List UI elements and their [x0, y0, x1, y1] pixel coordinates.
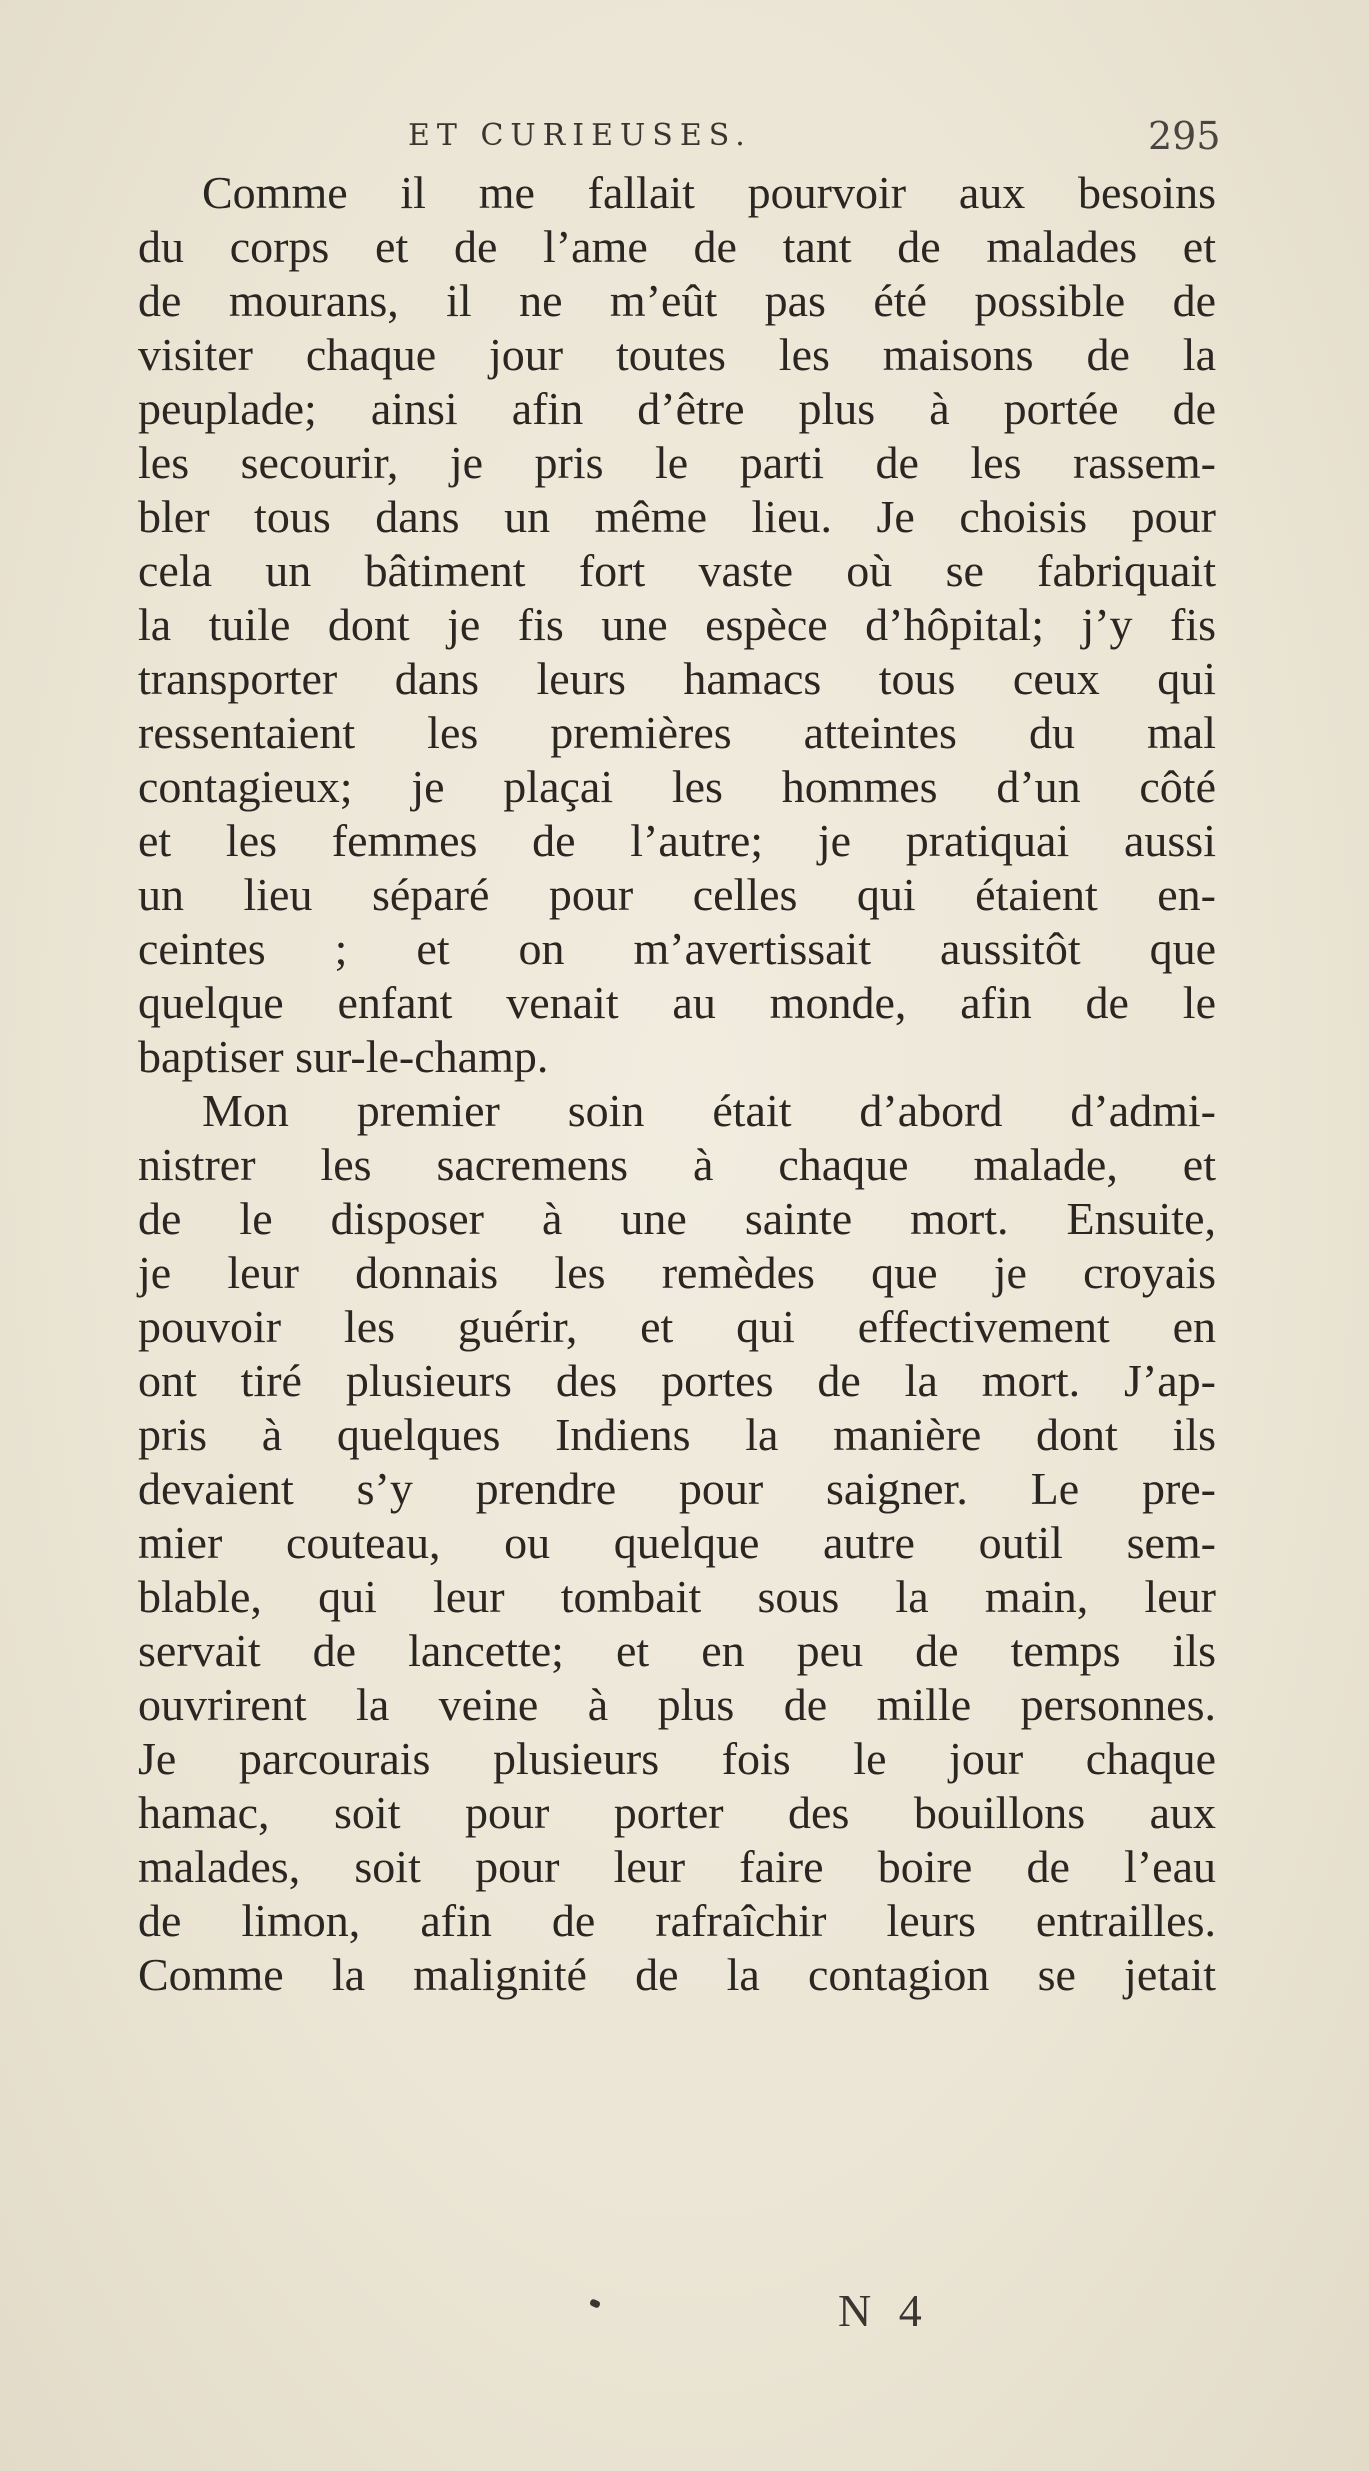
text-line: ressentaient les premières atteintes du mal: [138, 707, 1216, 758]
text-line: nistrer les sacremens à chaque malade, et: [138, 1139, 1216, 1190]
text-line: du corps et de l’ame de tant de malades et: [138, 221, 1216, 272]
text-line: bler tous dans un même lieu. Je choisis pour: [138, 491, 1216, 542]
text-line: servait de lancette; et en peu de temps ils: [138, 1625, 1216, 1676]
text-line: hamac, soit pour porter des bouillons aux: [138, 1787, 1216, 1838]
text-line: cela un bâtiment fort vaste où se fabriquait: [138, 545, 1216, 596]
text-line: et les femmes de l’autre; je pratiquai aussi: [138, 815, 1216, 866]
text-line: quelque enfant venait au monde, afin de le: [138, 977, 1216, 1028]
text-line: visiter chaque jour toutes les maisons de la: [138, 329, 1216, 380]
running-head: ET CURIEUSES.: [408, 118, 752, 153]
text-line: ouvrirent la veine à plus de mille personnes.: [138, 1679, 1216, 1730]
text-line: de le disposer à une sainte mort. Ensuite,: [138, 1193, 1216, 1244]
text-line: Mon premier soin était d’abord d’admi-: [202, 1085, 1216, 1136]
text-line: de limon, afin de rafraîchir leurs entrailles.: [138, 1895, 1216, 1946]
signature-mark: N 4: [838, 2285, 930, 2336]
text-line: les secourir, je pris le parti de les rassem-: [138, 437, 1216, 488]
text-line: je leur donnais les remèdes que je croyais: [138, 1247, 1216, 1298]
text-line: Je parcourais plusieurs fois le jour chaque: [138, 1733, 1216, 1784]
text-line: mier couteau, ou quelque autre outil sem-: [138, 1517, 1216, 1568]
text-line: pris à quelques Indiens la manière dont ils: [138, 1409, 1216, 1460]
text-line: Comme il me fallait pourvoir aux besoins: [202, 167, 1216, 218]
page-number: 295: [1148, 114, 1221, 158]
text-line: baptiser sur-le-champ.: [138, 1031, 549, 1082]
text-line: malades, soit pour leur faire boire de l’eau: [138, 1841, 1216, 1892]
text-line: de mourans, il ne m’eût pas été possible de: [138, 275, 1216, 326]
text-line: contagieux; je plaçai les hommes d’un côté: [138, 761, 1216, 812]
ink-speck: [589, 2298, 601, 2309]
text-line: pouvoir les guérir, et qui effectivement en: [138, 1301, 1216, 1352]
text-line: transporter dans leurs hamacs tous ceux qui: [138, 653, 1216, 704]
text-line: la tuile dont je fis une espèce d’hôpital; j’y fis: [138, 599, 1216, 650]
text-line: devaient s’y prendre pour saigner. Le pre-: [138, 1463, 1216, 1514]
text-line: ont tiré plusieurs des portes de la mort. J’ap-: [138, 1355, 1216, 1406]
body-text: [138, 166, 1216, 2002]
text-line: Comme la malignité de la contagion se jetait: [138, 1949, 1216, 2000]
text-line: blable, qui leur tombait sous la main, leur: [138, 1571, 1216, 1622]
text-line: peuplade; ainsi afin d’être plus à portée de: [138, 383, 1216, 434]
text-line: ceintes ; et on m’avertissait aussitôt que: [138, 923, 1216, 974]
text-line: un lieu séparé pour celles qui étaient en-: [138, 869, 1216, 920]
